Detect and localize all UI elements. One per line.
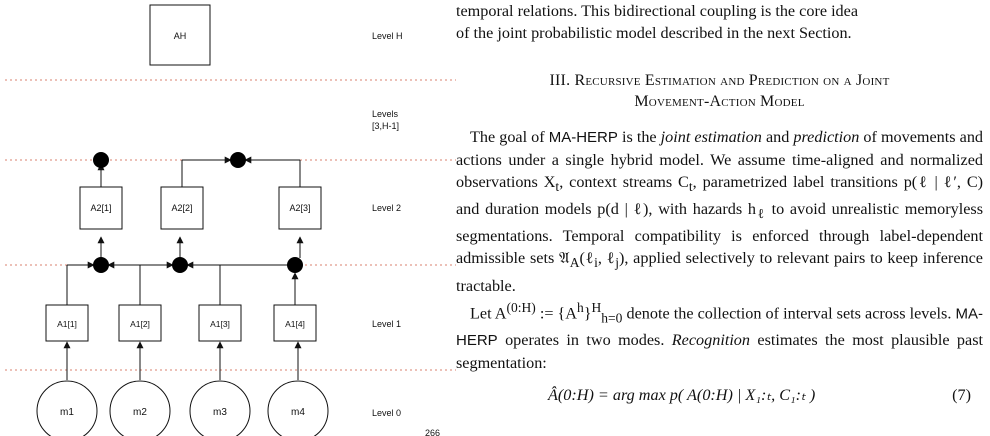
hierarchy-diagram xyxy=(0,0,456,436)
observation-label: m1 xyxy=(60,407,74,418)
levels-mid-label: Levels xyxy=(372,109,399,119)
level1-node-label: A1[1] xyxy=(57,319,77,329)
level-h-label: Level H xyxy=(372,31,403,41)
level1-node-label: A1[3] xyxy=(210,319,230,329)
junction-dot xyxy=(172,257,188,273)
level1-node-label: A1[4] xyxy=(285,319,305,329)
equation-7 xyxy=(456,380,983,410)
junction-dot xyxy=(93,257,109,273)
level2-node-label: A2[1] xyxy=(90,203,112,213)
observation-label: m3 xyxy=(213,407,227,418)
observation-label: m4 xyxy=(291,407,305,418)
level2-node-label: A2[3] xyxy=(289,203,311,213)
line-number: 266 xyxy=(425,428,441,436)
level1-node-label: A1[2] xyxy=(130,319,150,329)
observation-nodes xyxy=(37,381,328,436)
level2-node-label: A2[2] xyxy=(171,203,193,213)
observation-label: m2 xyxy=(133,407,147,418)
paragraph-top: temporal relations. This bidirectional coupling is the core idea of the joint probabilistic model described in the next Section. xyxy=(456,2,859,42)
paper-text-column xyxy=(456,0,983,410)
junction-dot xyxy=(93,152,109,168)
level-0-label: Level 0 xyxy=(372,408,402,418)
equation-body: Â(0:H) = arg max p( A(0:H) | X₁:ₜ, C₁:ₜ ) xyxy=(548,386,816,405)
paragraph-goal: The goal of MA-HERP is the joint estimation and prediction of movements and actions under a single hybrid model. We assume time-aligned and normalized observations $X_t$, context streams $C_t$, parametrized label transitions p(ℓ | ℓ′, C) and duration models p(d | ℓ), with hazards $h_\ell$ to avoid unrealistic memoryless segmentations. Temporal compatibility is enforced through label-dependent admissible sets 𝔄$_A$(ℓ$_i$, ℓ$_j$), applied selectively to relevant pairs to keep inference tractable. xyxy=(456,128,984,295)
top-node-label: AH xyxy=(173,31,187,41)
section-heading: III. Recursive Estimation and Prediction on a Joint Movement-Action Model xyxy=(549,72,890,110)
equation-number: (7) xyxy=(952,386,971,405)
level2-nodes xyxy=(80,187,321,229)
paragraph-let: Let $A^{(0:H)}$ := $\{A^h\}^H_{h=0}$ denote the collection of interval sets across levels. MA-HERP operates in two modes. Recognition estimates the most plausible past segmentation: xyxy=(456,299,983,373)
levels-mid-range: [3,H-1] xyxy=(372,121,400,131)
level-2-label: Level 2 xyxy=(372,203,402,213)
junction-dot xyxy=(287,257,303,273)
level-labels xyxy=(372,31,403,418)
level-1-label: Level 1 xyxy=(372,319,402,329)
level1-nodes xyxy=(46,305,316,341)
junction-dot xyxy=(230,152,246,168)
